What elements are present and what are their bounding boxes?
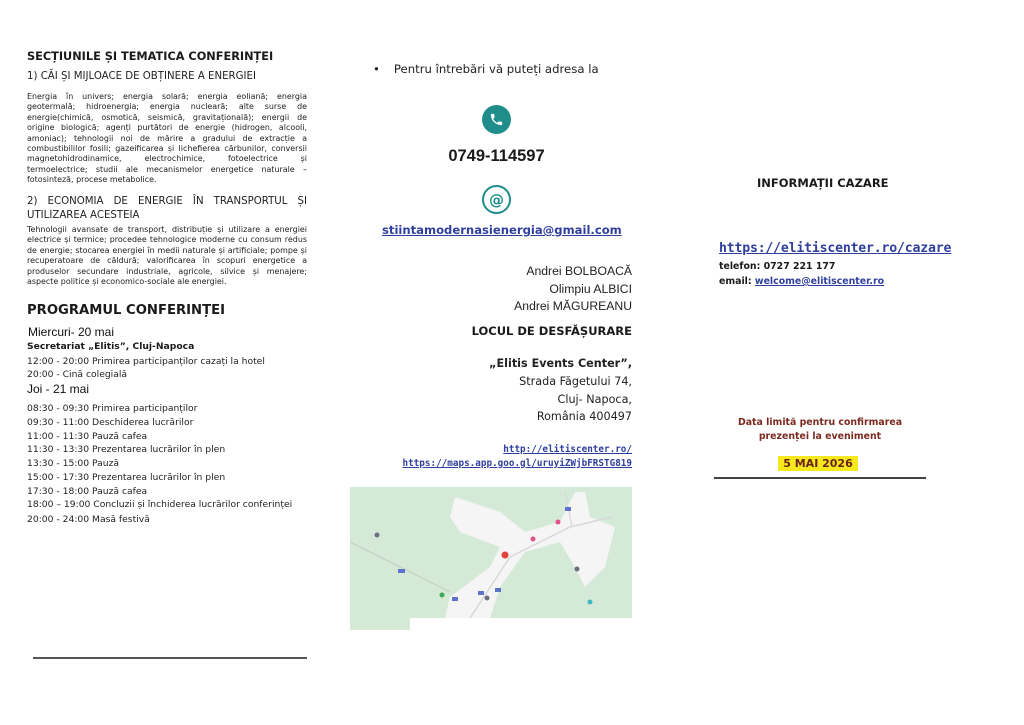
map-pin [556, 520, 561, 525]
divider-right [714, 477, 926, 479]
website-link[interactable]: http://elitiscenter.ro/ [503, 444, 632, 455]
schedule-item: 12:00 - 20:00 Primirea participanților cazați la hotel [27, 356, 265, 367]
map-pin [440, 593, 445, 598]
phone-glyph [489, 112, 504, 127]
schedule-item: 20:00 - 24:00 Masă festivă [27, 514, 150, 525]
schedule-item: 13:30 - 15:00 Pauză [27, 458, 120, 469]
phone-value[interactable]: 0727 221 177 [763, 261, 836, 272]
contact-phone[interactable]: 0749-114597 [448, 147, 545, 165]
venue-city: Cluj- Napoca, [557, 392, 632, 406]
contact-email-link[interactable]: stiintamodernasienergia@gmail.com [382, 223, 622, 237]
venue-map[interactable] [350, 487, 632, 618]
venue-address [489, 355, 632, 426]
divider-left [33, 657, 307, 659]
venue-street: Strada Făgetului 74, [519, 374, 632, 388]
road-shield [478, 591, 484, 595]
venue-name: „Elitis Events Center”, [489, 357, 632, 370]
schedule-item: 08:30 - 09:30 Primirea participanților [27, 403, 198, 414]
map-pin-venue [502, 552, 509, 559]
schedule-item: 11:30 - 13:30 Prezentarea lucrărilor în plen [27, 444, 226, 455]
map-pin [531, 537, 536, 542]
schedule-item: 11:00 - 11:30 Pauză cafea [27, 431, 148, 442]
venue-title: LOCUL DE DESFĂȘURARE [471, 324, 632, 338]
schedule-item: 18:00 – 19:00 Concluzii și închiderea lucrărilor conferinței [27, 499, 293, 510]
bullet: • [373, 62, 380, 76]
section-1-text: Energia în univers; energia solară; energia eoliană; energia geotermală; hidroenergia; energia nucleară; alte surse de energie(chimică, osmotică, seismică, gravitațională); energii de origine biologică; agenți purtători de energie (hidrogen, alcooli, amoniac); tehnologii noi de mărire a gradului de extracție a combustibililor fosili; gazeificarea și lichefierea cărbunilor, conversii magnetohidrodinamice, electrochimice, fotoelectrice și termoelectrice; studii ale mecanismelor energetice naturale – fotosinteză, procese metabolice. [27, 92, 307, 185]
map-graphic [350, 487, 632, 618]
booking-link[interactable]: https://elitiscenter.ro/cazare [719, 241, 952, 256]
day-1-label: Miercuri- 20 mai [28, 325, 115, 339]
deadline-date: 5 MAI 2026 [778, 456, 858, 471]
email-link[interactable]: welcome@elitiscenter.ro [754, 276, 885, 287]
at-glyph: @ [489, 190, 504, 209]
day-2-label: Joi - 21 mai [27, 382, 90, 396]
organizers [514, 263, 632, 316]
contact-intro [373, 62, 599, 76]
accommodation-title: INFORMAȚII CAZARE [757, 176, 889, 190]
schedule-item: 20:00 - Cină colegială [27, 369, 128, 380]
contact-intro-text: Pentru întrebări vă puteți adresa la [393, 62, 599, 76]
venue-country: România 400497 [536, 410, 632, 424]
at-icon [482, 185, 511, 214]
section-1-title: 1) CĂI ȘI MIJLOACE DE OBȚINERE A ENERGIEI [27, 71, 256, 82]
venue-links [403, 443, 633, 471]
venue-map-extension [350, 618, 410, 630]
phone-icon [482, 105, 511, 134]
map-pin [375, 533, 380, 538]
road-shield [398, 569, 405, 573]
map-pin [485, 596, 490, 601]
day-1-location: Secretariat „Elitis”, Cluj-Napoca [27, 341, 195, 352]
section-2-text: Tehnologii avansate de transport, distribuție și utilizare a energiei electrice și termice; procedee tehnologice moderne cu consum redus de energie; stocarea energiei în medii naturale și artificiale; pompe și recuperatoare de căldură; valorificarea în scopuri energetice a produselor secundare industriale, agricole, silvice și menajere; aspecte politice și economico-sociale ale energiei. [27, 225, 307, 287]
map-pin [575, 567, 580, 572]
organizer-name: Andrei BOLBOACĂ [526, 264, 632, 278]
deadline-text: Data limită pentru confirmarea prezenței la eveniment [737, 417, 903, 442]
organizer-name: Olimpiu ALBICI [549, 281, 632, 296]
road-shield [495, 588, 501, 592]
email-label: email: [719, 276, 752, 287]
sections-title: SECȚIUNILE ȘI TEMATICA CONFERINȚEI [27, 50, 274, 63]
road-shield [452, 597, 458, 601]
road-shield [565, 507, 571, 511]
accommodation-phone [719, 261, 835, 272]
phone-label: telefon: [719, 261, 761, 272]
organizer-name: Andrei MĂGUREANU [514, 299, 632, 313]
schedule-item: 09:30 - 11:00 Deschiderea lucrărilor [27, 417, 194, 428]
accommodation-email [719, 276, 884, 287]
maps-link[interactable]: https://maps.app.goo.gl/uruyiZWjbFRSTG819 [402, 458, 632, 469]
schedule-item: 17:30 - 18:00 Pauză cafea [27, 486, 148, 497]
schedule-item: 15:00 - 17:30 Prezentarea lucrărilor în plen [27, 472, 226, 483]
map-pin [588, 600, 593, 605]
program-title: PROGRAMUL CONFERINȚEI [27, 303, 225, 318]
section-2-title: 2) ECONOMIA DE ENERGIE ÎN TRANSPORTUL ȘI UTILIZAREA ACESTEIA [27, 196, 307, 221]
